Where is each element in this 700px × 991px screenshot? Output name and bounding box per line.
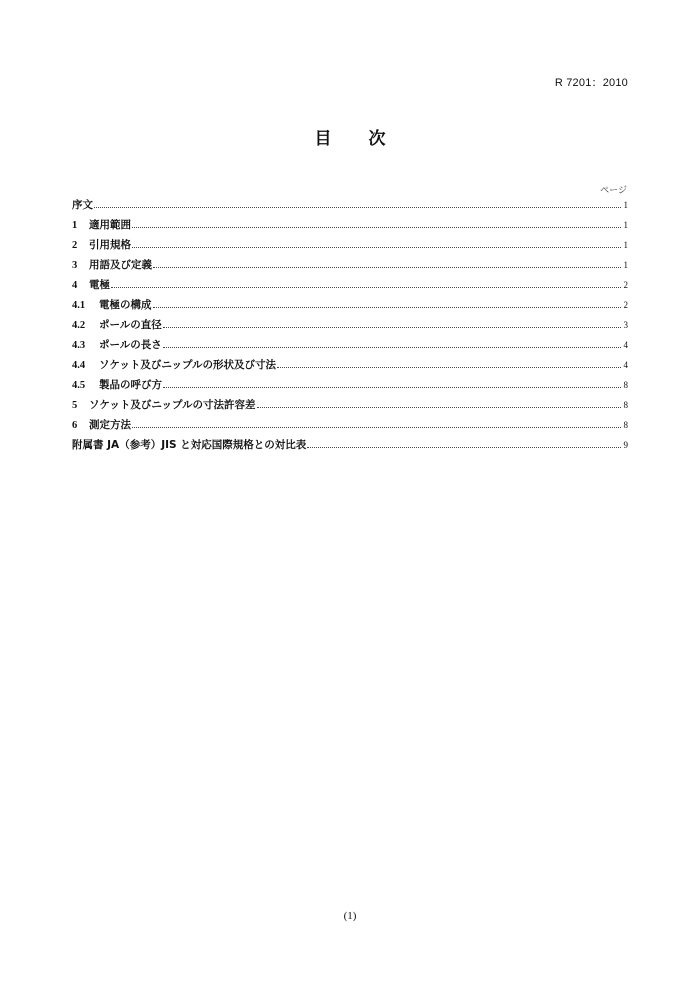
toc-page-number: 1 <box>623 220 628 230</box>
toc-label: 電極 <box>89 279 110 291</box>
toc-entry-1[interactable] <box>72 217 628 237</box>
dot-leader <box>163 326 621 328</box>
toc-page-number: 3 <box>623 320 628 330</box>
toc-label: ポールの直径 <box>99 319 162 331</box>
toc-page-number: 1 <box>623 260 628 270</box>
toc-section-number: 4.3 <box>72 340 86 351</box>
toc-page-number: 4 <box>623 360 628 370</box>
dot-leader <box>132 426 621 428</box>
toc-page-number: 4 <box>623 340 628 350</box>
toc-entry-6[interactable] <box>72 417 628 437</box>
toc-label: ソケット及びニップルの形状及び寸法 <box>99 359 277 371</box>
toc-entry-4[interactable] <box>72 277 628 297</box>
dot-leader <box>111 286 621 288</box>
toc-section-number: 6 <box>72 420 78 431</box>
toc-page-number: 8 <box>623 380 628 390</box>
toc-entry-2[interactable] <box>72 237 628 257</box>
toc-label: 序文 <box>72 199 93 211</box>
toc-entry-4-4[interactable] <box>72 357 628 377</box>
toc-entry-4-5[interactable] <box>72 377 628 397</box>
toc-section-number: 4.4 <box>72 360 86 371</box>
toc-entry-4-3[interactable] <box>72 337 628 357</box>
dot-leader <box>132 226 621 228</box>
toc-entry-4-1[interactable] <box>72 297 628 317</box>
toc-page-number: 8 <box>623 420 628 430</box>
toc-label: 用語及び定義 <box>89 259 152 271</box>
toc-section-number: 2 <box>72 240 78 251</box>
toc-entry-3[interactable] <box>72 257 628 277</box>
toc-entry-annex-ja[interactable] <box>72 437 628 457</box>
toc-label: 附属書 JA（参考）JIS と対応国際規格との対比表 <box>72 439 307 451</box>
toc-section-number: 1 <box>72 220 78 231</box>
toc-section-number: 3 <box>72 260 78 271</box>
toc-label: 測定方法 <box>89 419 131 431</box>
dot-leader <box>163 346 621 348</box>
dot-leader <box>257 406 621 408</box>
toc-page-number: 1 <box>623 240 628 250</box>
dot-leader <box>94 206 621 208</box>
toc-label: 引用規格 <box>89 239 131 251</box>
toc-label: ポールの長さ <box>99 339 162 351</box>
standard-code: R 7201：2010 <box>554 77 628 89</box>
toc-label: 電極の構成 <box>99 299 152 311</box>
toc-label: 製品の呼び方 <box>99 379 162 391</box>
footer-page-number: (1) <box>343 910 357 922</box>
dot-leader <box>153 306 622 308</box>
toc-entry-5[interactable] <box>72 397 628 417</box>
toc-entry-4-2[interactable] <box>72 317 628 337</box>
dot-leader <box>153 266 621 268</box>
page-column-label: ページ <box>600 186 627 196</box>
toc-page-number: 8 <box>623 400 628 410</box>
toc-page-number: 9 <box>623 440 628 450</box>
dot-leader <box>307 446 621 448</box>
table-of-contents <box>72 197 628 457</box>
toc-label: ソケット及びニップルの寸法許容差 <box>89 399 256 411</box>
toc-section-number: 4 <box>72 280 78 291</box>
dot-leader <box>277 366 621 368</box>
toc-label: 適用範囲 <box>89 219 131 231</box>
toc-page-number: 1 <box>623 200 628 210</box>
toc-section-number: 4.5 <box>72 380 86 391</box>
toc-page-number: 2 <box>623 300 628 310</box>
page-title: 目 次 <box>314 129 396 149</box>
toc-entry-preface[interactable] <box>72 197 628 217</box>
toc-section-number: 4.1 <box>72 300 86 311</box>
toc-page-number: 2 <box>623 280 628 290</box>
toc-section-number: 4.2 <box>72 320 86 331</box>
toc-section-number: 5 <box>72 400 78 411</box>
dot-leader <box>132 246 621 248</box>
dot-leader <box>163 386 621 388</box>
